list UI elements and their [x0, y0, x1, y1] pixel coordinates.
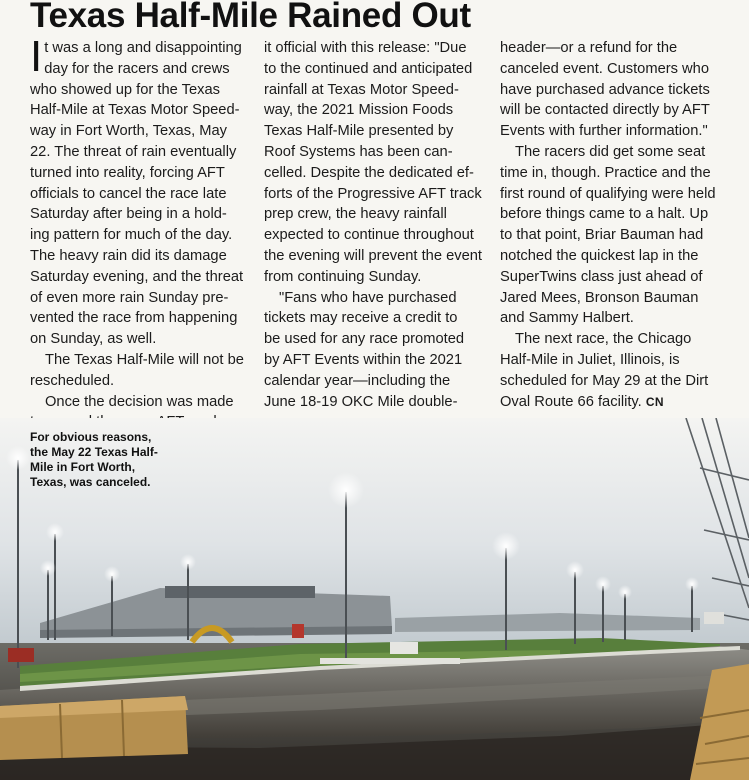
text-line: Half-Mile in Juliet, Illinois, is [500, 351, 680, 368]
text-line: SuperTwins class just ahead of [500, 268, 703, 285]
text-line: Saturday after being in a hold- [30, 206, 227, 223]
text-line: way, the 2021 Mission Foods [264, 102, 454, 119]
text-line: from continuing Sunday. [264, 268, 422, 285]
text-line: to that point, Briar Bauman had [500, 227, 704, 244]
article-column-1 [30, 32, 252, 433]
text-line: first round of qualifying were held [500, 185, 716, 202]
text-line: and Sammy Halbert. [500, 310, 634, 327]
paragraph [500, 329, 744, 412]
text-line: expected to continue throughout [264, 227, 474, 244]
text-line: The heavy rain did its damage [30, 247, 227, 264]
text-line: day for the racers and crews [44, 60, 230, 77]
text-line: will be contacted directly by AFT [500, 102, 710, 119]
text-line: forts of the Progressive AFT track [264, 185, 482, 202]
text-line: rainfall at Texas Motor Speed- [264, 81, 459, 98]
text-line: rescheduled. [30, 372, 115, 389]
text-line: officials to cancel the race late [30, 185, 227, 202]
text-line: be used for any race promoted [264, 331, 465, 348]
article-headline: Texas Half-Mile Rained Out [30, 0, 471, 35]
text-line: vented the race from happening [30, 310, 238, 327]
caption-line: the May 22 Texas Half- [30, 445, 158, 459]
paragraph [264, 288, 488, 413]
text-line: have purchased advance tickets [500, 81, 710, 98]
text-line: notched the quickest lap in the [500, 247, 699, 264]
text-line: who showed up for the Texas [30, 81, 220, 98]
text-line: The Texas Half-Mile will not be [45, 351, 244, 368]
text-line: calendar year—including the [264, 372, 451, 389]
text-line: Jared Mees, Bronson Bauman [500, 289, 699, 306]
photo-caption [30, 430, 205, 490]
text-line: Saturday evening, and the threat [30, 268, 244, 285]
paragraph [264, 38, 488, 288]
text-line: it official with this release: "Due [264, 40, 467, 56]
text-line: Texas Half-Mile presented by [264, 123, 454, 140]
text-line: 22. The threat of rain eventually [30, 143, 237, 160]
text-line: "Fans who have purchased [279, 289, 457, 306]
text-line: before things came to a halt. Up [500, 206, 709, 223]
text-line: canceled event. Customers who [500, 60, 709, 77]
text-line: Once the decision was made [45, 393, 234, 410]
end-mark: CN [645, 394, 664, 409]
text-line: time in, though. Practice and the [500, 164, 711, 181]
text-line: to the continued and anticipated [264, 60, 473, 77]
text-line: tickets may receive a credit to [264, 310, 458, 327]
text-line: ing pattern for much of the day. [30, 227, 233, 244]
paragraph [500, 38, 744, 142]
text-line: Events with further information." [500, 123, 708, 140]
text-line: Half-Mile at Texas Motor Speed- [30, 102, 240, 119]
text-line: turned into reality, forcing AFT [30, 164, 225, 181]
text-line: of even more rain Sunday pre- [30, 289, 229, 306]
text-line: June 18-19 OKC Mile double- [264, 393, 458, 410]
paragraph [500, 142, 744, 329]
caption-line: Mile in Fort Worth, [30, 460, 136, 474]
text-line: header—or a refund for the [500, 40, 678, 56]
text-line: by AFT Events within the 2021 [264, 351, 463, 368]
text-line: way in Fort Worth, Texas, May [30, 123, 227, 140]
text-line: scheduled for May 29 at the Dirt [500, 372, 709, 389]
text-line: celled. Despite the dedicated ef- [264, 164, 474, 181]
text-line-content: Oval Route 66 facility. [500, 393, 642, 410]
article-body [30, 32, 742, 418]
paragraph [30, 32, 252, 350]
text-line: t was a long and disappointing [44, 40, 242, 56]
article-column-3 [500, 38, 744, 412]
caption-line: Texas, was canceled. [30, 475, 151, 489]
article-column-2 [264, 38, 488, 412]
text-line: the evening will prevent the event [264, 247, 483, 264]
text-line: Roof Systems has been can- [264, 143, 453, 160]
text-line: on Sunday, as well. [30, 331, 157, 348]
text-line: The next race, the Chicago [515, 331, 692, 348]
text-line [500, 392, 744, 413]
drop-cap: I [30, 32, 43, 81]
paragraph [30, 350, 252, 392]
text-line: The racers did get some seat [515, 143, 706, 160]
caption-line: For obvious reasons, [30, 430, 152, 444]
text-line: prep crew, the heavy rainfall [264, 206, 447, 223]
